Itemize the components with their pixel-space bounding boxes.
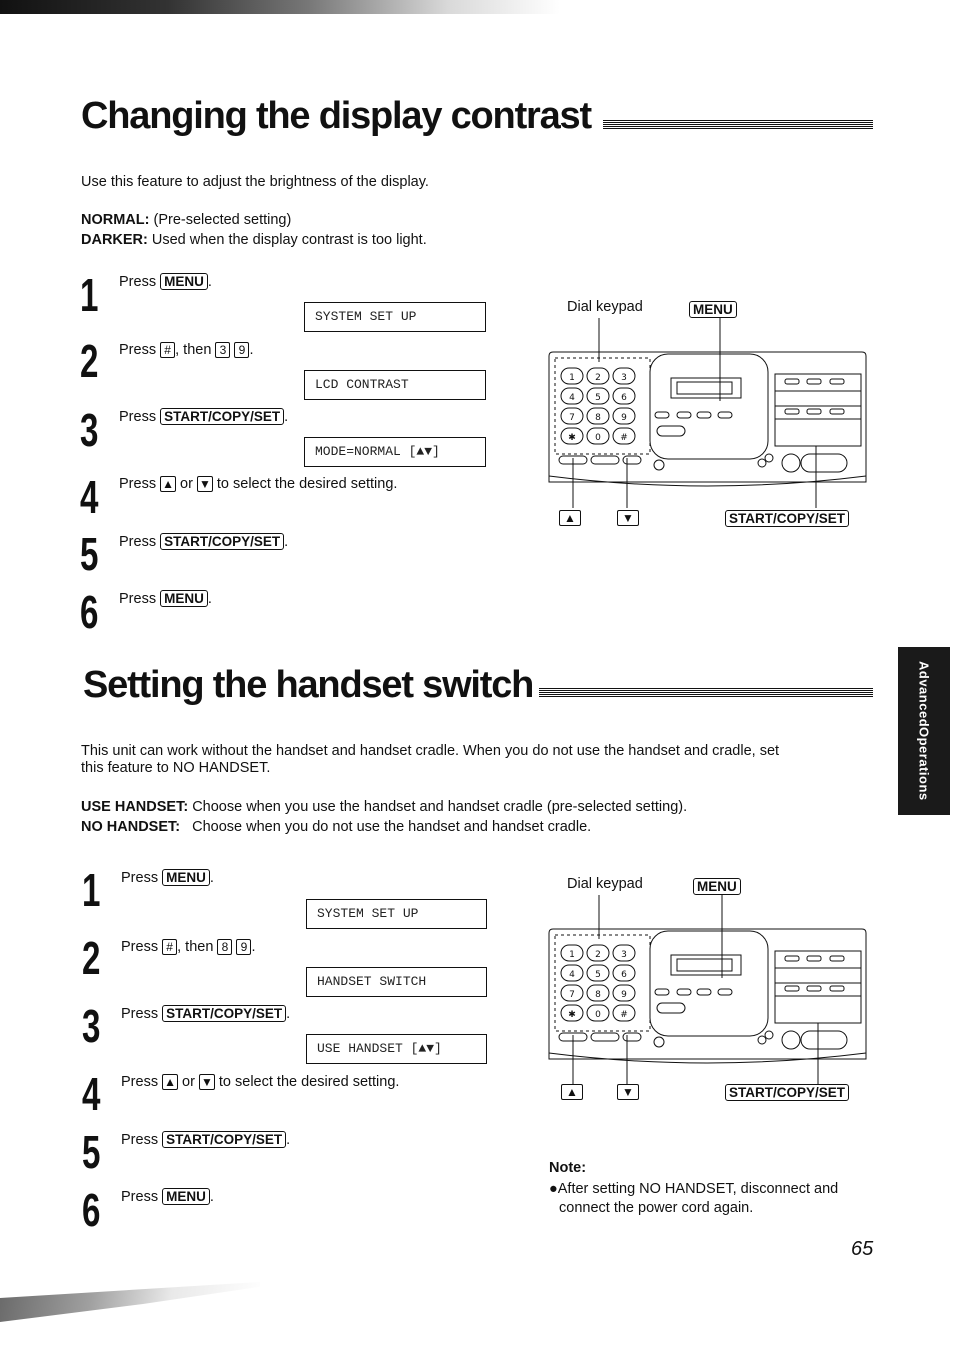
step-text: . (207, 274, 212, 290)
darker-text: Used when the display contrast is too light. (151, 232, 427, 248)
start-copy-set-label: START/COPY/SET (725, 1084, 849, 1101)
start-copy-set-key: START/COPY/SET (160, 533, 284, 550)
fax-machine-illustration (547, 296, 877, 531)
step-text: . (209, 870, 214, 886)
step-1-instruction (121, 868, 214, 888)
normal-definition (81, 210, 291, 230)
step-text: . (249, 342, 254, 358)
step-text: . (209, 1189, 214, 1205)
step-number: 3 (82, 1000, 101, 1052)
normal-label: NORMAL: (81, 212, 150, 228)
darker-label: DARKER: (81, 232, 148, 248)
normal-text: (Pre-selected setting) (153, 212, 292, 228)
fax-machine-diagram (547, 873, 877, 1108)
step-text: . (251, 939, 256, 955)
start-copy-set-key: START/COPY/SET (162, 1005, 286, 1022)
menu-button-label: MENU (693, 878, 741, 895)
keypad-digit: 8 (595, 413, 601, 423)
step-4-instruction (119, 474, 397, 494)
title-rule (539, 688, 873, 697)
fax-machine-diagram (547, 296, 877, 531)
digit-key: 9 (236, 939, 251, 955)
step-text: . (284, 534, 289, 550)
section-title-handset-switch: Setting the handset switch (83, 664, 534, 706)
keypad-digit: # (620, 1010, 628, 1020)
no-handset-text: Choose when you do not use the handset and handset cradle. (192, 819, 592, 835)
page-number: 65 (851, 1238, 874, 1260)
keypad-digit: # (620, 433, 628, 443)
darker-definition (81, 230, 427, 250)
step-number: 5 (80, 528, 99, 580)
keypad-digit: 9 (621, 990, 627, 1000)
step-text: to select the desired setting. (216, 476, 398, 492)
section-intro: Use this feature to adjust the brightness of the display. (81, 174, 429, 190)
step-number: 6 (82, 1184, 101, 1236)
step-4-instruction (121, 1072, 399, 1092)
step-text: Press (121, 939, 159, 955)
step-1-instruction (119, 272, 212, 292)
step-6-instruction (121, 1187, 214, 1207)
lcd-display-box: SYSTEM SET UP (306, 899, 487, 929)
lcd-display-box: LCD CONTRAST (304, 370, 486, 400)
step-6-instruction (119, 589, 212, 609)
step-text: . (207, 591, 212, 607)
no-handset-definition (81, 817, 591, 837)
step-3-instruction (119, 407, 288, 427)
keypad-digit: 6 (621, 970, 627, 980)
menu-button-label: MENU (689, 301, 737, 318)
lcd-display-box: SYSTEM SET UP (304, 302, 486, 332)
up-arrow-key: ▲ (162, 477, 174, 491)
step-5-instruction (121, 1130, 290, 1150)
lcd-display-box: MODE=NORMAL [▲▼] (304, 437, 486, 467)
keypad-digit: 2 (595, 950, 601, 960)
lcd-display-box: HANDSET SWITCH (306, 967, 487, 997)
step-text: Press (121, 1189, 159, 1205)
down-arrow-key: ▼ (200, 1075, 213, 1089)
step-number: 2 (82, 932, 101, 984)
up-arrow-key: ▲ (164, 1075, 176, 1089)
keypad-digit: 5 (595, 970, 601, 980)
down-arrow-key: ▼ (617, 1084, 639, 1100)
scan-artifact-bottom (0, 1282, 260, 1322)
side-tab-line2: Operations (916, 727, 932, 801)
hash-key: # (160, 342, 175, 358)
use-handset-text: Choose when you use the handset and handset cradle (pre-selected setting). (192, 799, 688, 815)
no-handset-label: NO HANDSET: (81, 819, 181, 835)
up-arrow-key: ▲ (561, 1084, 583, 1100)
step-text: or (182, 1074, 195, 1090)
scan-artifact-top (0, 0, 560, 14)
step-number: 4 (82, 1068, 101, 1120)
keypad-digit: 6 (621, 393, 627, 403)
step-text: Press (119, 534, 157, 550)
up-arrow-key: ▲ (559, 510, 581, 526)
step-text: . (286, 1006, 291, 1022)
dial-keypad-label: Dial keypad (567, 876, 643, 892)
section-intro-line1: This unit can work without the handset and handset cradle. When you do not use the handset and cradle, set (81, 743, 780, 759)
step-text: . (284, 409, 289, 425)
note-title: Note: (549, 1160, 587, 1176)
step-text: Press (119, 409, 157, 425)
step-3-instruction (121, 1004, 290, 1024)
keypad-digit: 1 (569, 373, 575, 383)
lcd-display-box: USE HANDSET [▲▼] (306, 1034, 487, 1064)
step-text: Press (121, 1132, 159, 1148)
menu-key: MENU (162, 1188, 210, 1205)
use-handset-label: USE HANDSET: (81, 799, 189, 815)
keypad-digit: 8 (595, 990, 601, 1000)
step-2-instruction (121, 937, 255, 957)
keypad-digit: ✱ (568, 1010, 576, 1020)
keypad-digit: 1 (569, 950, 575, 960)
hash-key: # (162, 939, 177, 955)
menu-key: MENU (160, 273, 208, 290)
keypad-digit: 0 (595, 1010, 601, 1020)
keypad-digit: 4 (569, 393, 575, 403)
keypad-digit: 0 (595, 433, 601, 443)
keypad-digit: 3 (621, 950, 627, 960)
digit-key: 3 (215, 342, 230, 358)
keypad-digit: 4 (569, 970, 575, 980)
down-arrow-key: ▼ (617, 510, 639, 526)
side-tab-label (898, 647, 950, 815)
step-text: Press (121, 870, 159, 886)
keypad-digit: 7 (569, 990, 575, 1000)
start-copy-set-key: START/COPY/SET (162, 1131, 286, 1148)
step-number: 4 (80, 471, 99, 523)
title-rule (603, 120, 873, 129)
step-text: or (180, 476, 193, 492)
step-text: Press (121, 1006, 159, 1022)
step-number: 3 (80, 404, 99, 456)
keypad-digit: 2 (595, 373, 601, 383)
step-text: Press (119, 591, 157, 607)
keypad-digit: 5 (595, 393, 601, 403)
start-copy-set-key: START/COPY/SET (160, 408, 284, 425)
step-text: , then (177, 939, 214, 955)
dial-keypad-label: Dial keypad (567, 299, 643, 315)
step-number: 1 (82, 864, 101, 916)
use-handset-definition (81, 797, 687, 817)
step-text: , then (175, 342, 212, 358)
keypad-digit: ✱ (568, 433, 576, 443)
down-arrow-key: ▼ (198, 477, 211, 491)
keypad-digit: 7 (569, 413, 575, 423)
start-copy-set-label: START/COPY/SET (725, 510, 849, 527)
section-intro-line2: this feature to NO HANDSET. (81, 760, 271, 776)
fax-machine-illustration (547, 873, 877, 1108)
step-text: Press (121, 1074, 159, 1090)
step-5-instruction (119, 532, 288, 552)
side-tab-line1: Advanced (916, 661, 932, 728)
step-number: 5 (82, 1126, 101, 1178)
step-number: 6 (80, 586, 99, 638)
step-text: . (286, 1132, 291, 1148)
step-text: to select the desired setting. (218, 1074, 400, 1090)
step-number: 1 (80, 269, 99, 321)
menu-key: MENU (160, 590, 208, 607)
step-number: 2 (80, 335, 99, 387)
step-text: Press (119, 274, 157, 290)
note-line-1: ●After setting NO HANDSET, disconnect and (549, 1181, 839, 1197)
keypad-digit: 9 (621, 413, 627, 423)
note-line-2: connect the power cord again. (559, 1200, 754, 1216)
menu-key: MENU (162, 869, 210, 886)
keypad-digit: 3 (621, 373, 627, 383)
digit-key: 8 (217, 939, 232, 955)
step-text: Press (119, 342, 157, 358)
digit-key: 9 (234, 342, 249, 358)
step-text: Press (119, 476, 157, 492)
step-2-instruction (119, 340, 253, 360)
section-title-display-contrast: Changing the display contrast (81, 95, 591, 137)
